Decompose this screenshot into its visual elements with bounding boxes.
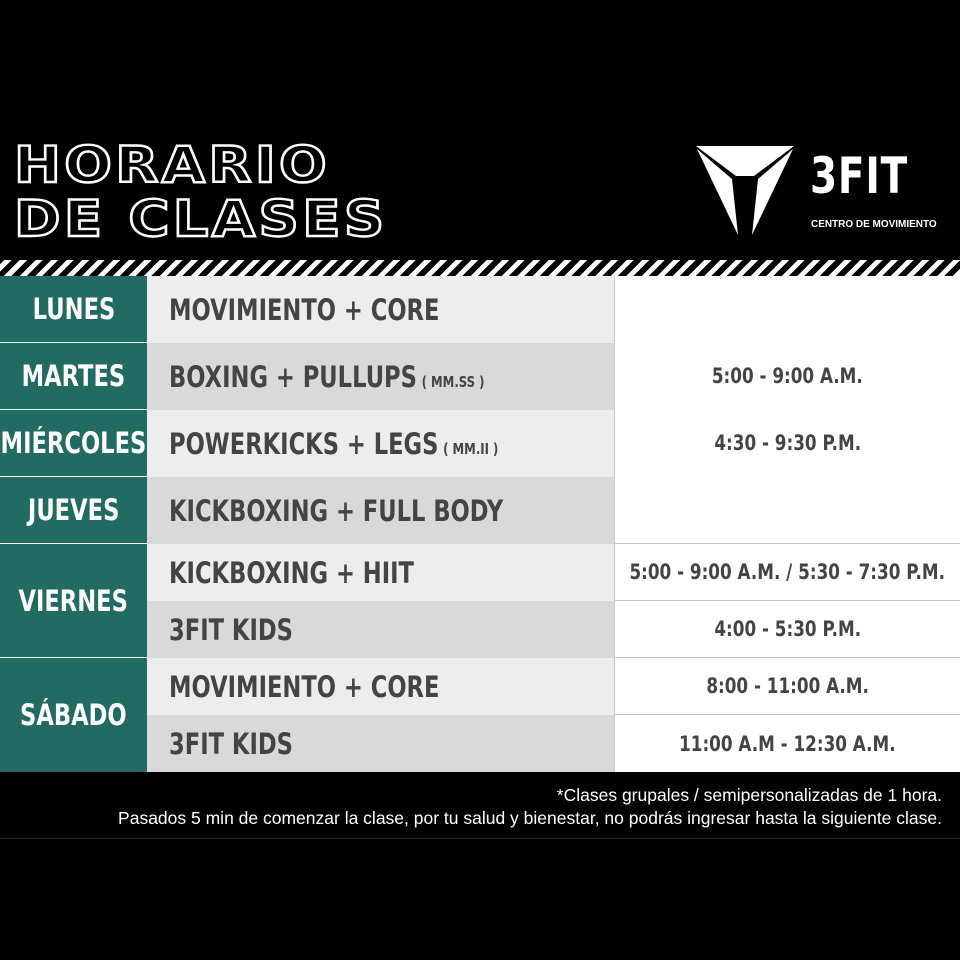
time-cell bbox=[614, 715, 960, 772]
page-title bbox=[14, 138, 388, 246]
time-text: 11:00 A.M - 12:30 A.M. bbox=[679, 731, 896, 756]
time-text: 4:00 - 5:30 P.M. bbox=[714, 617, 861, 641]
day-cell-martes: MARTES bbox=[0, 343, 147, 410]
title-line-1: HORARIO bbox=[14, 136, 331, 194]
class-cell bbox=[147, 477, 614, 544]
time-text: 8:00 - 11:00 A.M. bbox=[706, 674, 869, 698]
footnote-line-2: Pasados 5 min de comenzar la clase, por tu salud y bienestar, no podrás ingresar hasta la siguiente clase. bbox=[118, 808, 942, 828]
class-name: POWERKICKS + LEGS bbox=[169, 426, 439, 461]
3fit-emblem-icon bbox=[694, 144, 796, 236]
class-cell bbox=[147, 276, 614, 343]
time-text: 5:00 - 9:00 A.M. / 5:30 - 7:30 P.M. bbox=[629, 560, 946, 584]
class-name: 3FIT KIDS bbox=[169, 612, 293, 647]
class-cell bbox=[147, 544, 614, 601]
class-name: KICKBOXING + HIIT bbox=[169, 555, 414, 590]
class-name: KICKBOXING + FULL BODY bbox=[169, 493, 504, 528]
time-text: 4:30 - 9:30 P.M. bbox=[714, 431, 861, 455]
footnote-line-1: *Clases grupales / semipersonalizadas de 1 hora. bbox=[556, 785, 942, 805]
schedule-table bbox=[0, 276, 960, 772]
title-line-2: DE CLASES bbox=[14, 190, 388, 248]
day-cell-jueves: JUEVES bbox=[0, 477, 147, 544]
class-note: ( MM.SS ) bbox=[421, 372, 485, 391]
bottom-divider bbox=[0, 838, 960, 839]
class-name: 3FIT KIDS bbox=[169, 726, 293, 761]
day-cell-viernes: VIERNES bbox=[0, 544, 147, 658]
class-cell bbox=[147, 601, 614, 658]
striped-divider bbox=[0, 260, 960, 276]
footnote bbox=[118, 784, 942, 830]
class-cell bbox=[147, 715, 614, 772]
class-name: MOVIMIENTO + CORE bbox=[169, 292, 440, 327]
class-note: ( MM.II ) bbox=[443, 439, 499, 458]
time-cell bbox=[614, 544, 960, 601]
day-cell-lunes: LUNES bbox=[0, 276, 147, 343]
brand-logo bbox=[694, 144, 937, 240]
day-cell-sabado: SÁBADO bbox=[0, 658, 147, 772]
class-cell bbox=[147, 343, 614, 410]
time-text: 5:00 - 9:00 A.M. bbox=[712, 364, 863, 388]
day-cell-miercoles: MIÉRCOLES bbox=[0, 410, 147, 477]
class-cell bbox=[147, 410, 614, 477]
time-cell bbox=[614, 601, 960, 658]
brand-name: 3FIT bbox=[810, 147, 909, 205]
class-name: MOVIMIENTO + CORE bbox=[169, 669, 440, 704]
class-cell bbox=[147, 658, 614, 715]
class-name: BOXING + PULLUPS bbox=[169, 359, 417, 394]
time-cell bbox=[614, 658, 960, 715]
brand-tagline: CENTRO DE MOVIMIENTO bbox=[811, 218, 937, 230]
time-cell-weekdays bbox=[614, 276, 960, 544]
